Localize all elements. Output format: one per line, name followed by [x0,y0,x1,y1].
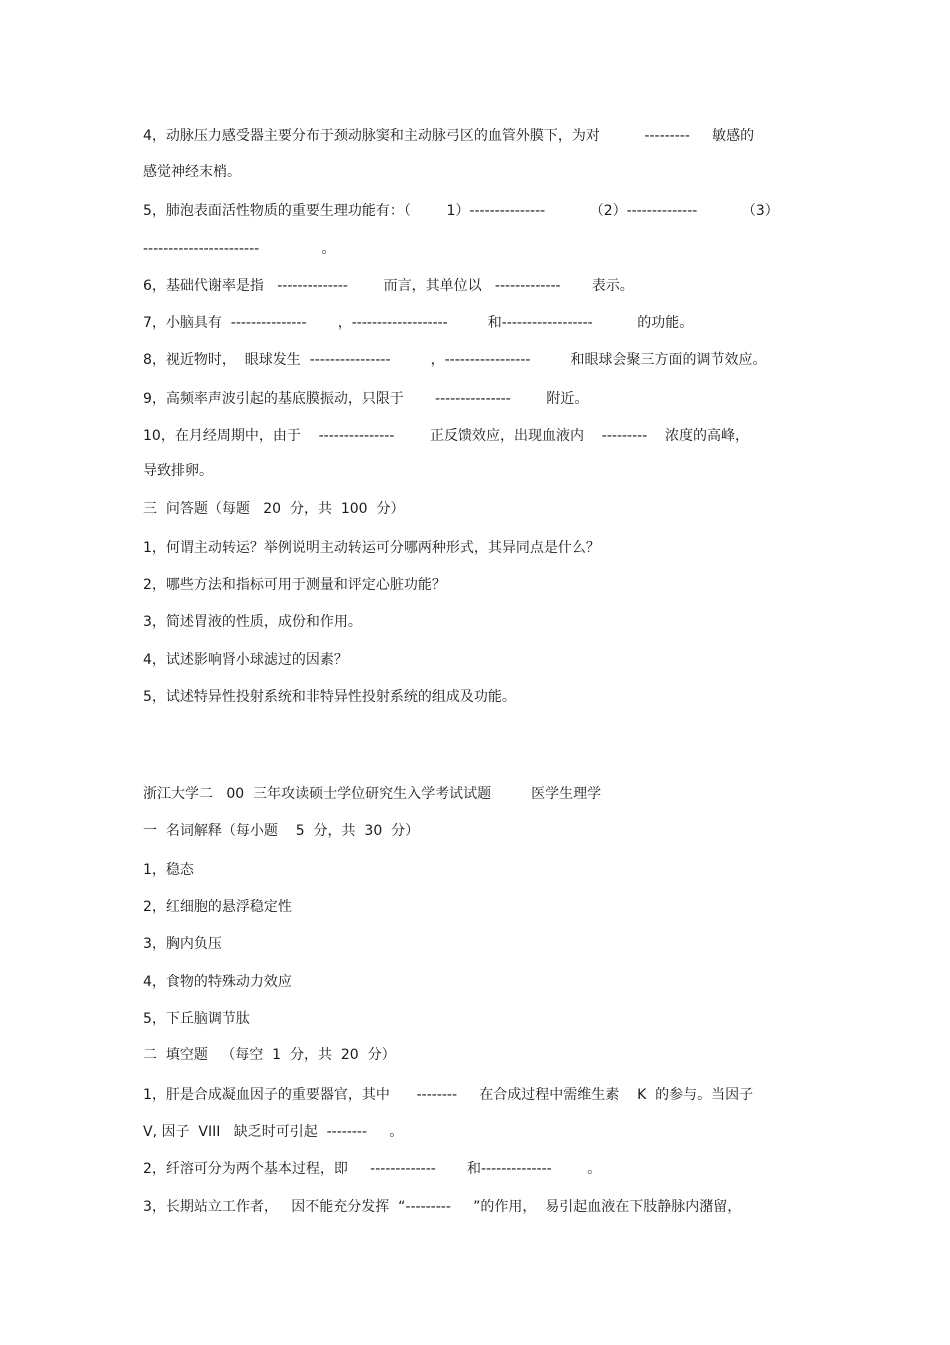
fill-blank-b2: 2，纤溶可分为两个基本过程，即 ------------- 和-------------- 。 [143,1161,602,1177]
essay-q3: 3，简述胃液的性质，成份和作用。 [143,614,362,630]
fill-blank-q5-line2: ----------------------- 。 [143,241,336,257]
section-two-heading: 二 填空题 （每空 1 分，共 20 分） [143,1047,396,1063]
essay-q1: 1，何谓主动转运？举例说明主动转运可分哪两种形式，其异同点是什么？ [143,540,600,556]
essay-q2: 2，哪些方法和指标可用于测量和评定心脏功能？ [143,577,446,593]
essay-q5: 5，试述特异性投射系统和非特异性投射系统的组成及功能。 [143,689,516,705]
fill-blank-q7: 7，小脑具有 --------------- ，------------------- 和------------------ 的功能。 [143,315,694,331]
fill-blank-q9: 9，高频率声波引起的基底膜振动，只限于 --------------- 附近。 [143,391,589,407]
fill-blank-q4-line1: 4，动脉压力感受器主要分布于颈动脉窦和主动脉弓区的血管外膜下，为对 --------- 敏感的 [143,128,755,144]
exam-title: 浙江大学二 00 三年攻读硕士学位研究生入学考试试题 医学生理学 [143,786,602,802]
essay-q4: 4，试述影响肾小球滤过的因素？ [143,652,348,668]
fill-blank-q10-line1: 10，在月经周期中，由于 --------------- 正反馈效应，出现血液内 --------- 浓度的高峰， [143,428,750,444]
fill-blank-b1-line1: 1，肝是合成凝血因子的重要器官，其中 -------- 在合成过程中需维生素 K 的参与。当因子 [143,1087,754,1103]
fill-blank-q6: 6，基础代谢率是指 -------------- 而言，其单位以 ------------- 表示。 [143,278,634,294]
term-q5: 5，下丘脑调节肽 [143,1011,250,1027]
section-one-heading: 一 名词解释（每小题 5 分，共 30 分） [143,823,420,839]
fill-blank-q8: 8，视近物时， 眼球发生 ---------------- ，----------------- 和眼球会聚三方面的调节效应。 [143,352,767,368]
term-q2: 2，红细胞的悬浮稳定性 [143,899,292,915]
fill-blank-q10-line2: 导致排卵。 [143,463,213,479]
section-three-heading: 三 问答题（每题 20 分，共 100 分） [143,501,405,517]
term-q4: 4，食物的特殊动力效应 [143,974,292,990]
fill-blank-q5-line1: 5，肺泡表面活性物质的重要生理功能有：（ 1）--------------- （2）-------------- （3） [143,203,779,219]
term-q3: 3，胸内负压 [143,936,222,952]
term-q1: 1，稳态 [143,862,194,878]
fill-blank-q4-line2: 感觉神经末梢。 [143,164,241,180]
fill-blank-b1-line2: V, 因子 VIII 缺乏时可引起 -------- 。 [143,1124,404,1140]
fill-blank-b3: 3，长期站立工作者， 因不能充分发挥 “--------- ”的作用， 易引起血液在下肢静脉内潴留， [143,1199,742,1215]
